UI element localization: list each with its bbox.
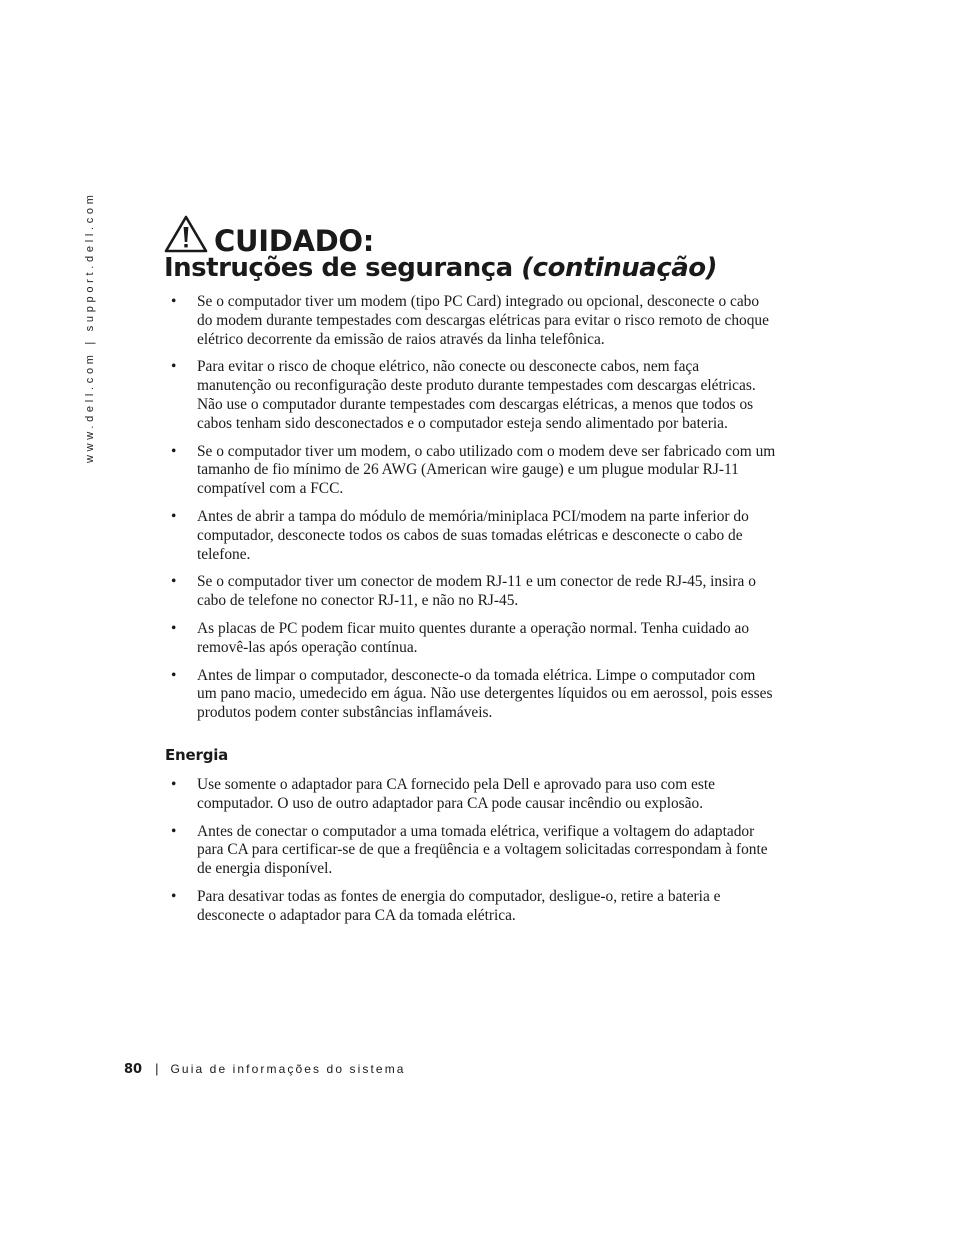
bullet: • bbox=[171, 442, 177, 460]
list-item-text: Para desativar todas as fontes de energia do computador, desligue-o, retire a bateria e desconecte o adaptador para CA da tomada elétrica. bbox=[197, 887, 721, 924]
warning-triangle-icon bbox=[164, 214, 208, 254]
page-header bbox=[164, 214, 717, 285]
list-item-text: Use somente o adaptador para CA fornecido pela Dell e aprovado para uso com este computador. O uso de outro adaptador para CA pode causar incêndio ou explosão. bbox=[197, 775, 715, 812]
bullet: • bbox=[171, 573, 177, 591]
page-footer bbox=[124, 1061, 406, 1077]
list-item bbox=[171, 573, 776, 611]
page-title-main: Instruções de segurança bbox=[164, 253, 513, 283]
list-item-text: Se o computador tiver um conector de modem RJ-11 e um conector de rede RJ-45, insira o cabo de telefone no conector RJ-11, e não no RJ-45. bbox=[197, 573, 756, 610]
footer-separator: | bbox=[155, 1061, 159, 1076]
main-content bbox=[165, 293, 776, 935]
list-item bbox=[171, 776, 776, 814]
bullet: • bbox=[171, 619, 177, 637]
list-item bbox=[171, 888, 776, 926]
page-title-continuation: (continuação) bbox=[521, 253, 718, 283]
caution-row bbox=[164, 214, 717, 258]
list-item-text: Se o computador tiver um modem, o cabo utilizado com o modem deve ser fabricado com um tamanho de fio mínimo de 26 AWG (American wire gauge) e um plugue modular RJ-11 compatível com a FCC. bbox=[197, 442, 776, 498]
list-item-text: Antes de abrir a tampa do módulo de memória/miniplaca PCI/modem na parte inferior do computador, desconecte todos os cabos de suas tomadas elétricas e desconecte o cabo de telefone. bbox=[197, 507, 749, 563]
list-item bbox=[171, 508, 776, 564]
list-item bbox=[171, 823, 776, 879]
bullet: • bbox=[171, 507, 177, 525]
bullet: • bbox=[171, 822, 177, 840]
list-item-text: Antes de limpar o computador, desconecte-o da tomada elétrica. Limpe o computador com um pano macio, umedecido em água. Não use detergentes líquidos ou em aerossol, pois esses produtos podem conter substâncias inflamáveis. bbox=[197, 666, 773, 722]
side-url: www.dell.com | support.dell.com bbox=[84, 191, 96, 463]
energy-list bbox=[171, 776, 776, 926]
energy-heading: Energia bbox=[165, 745, 229, 764]
list-item-text: As placas de PC podem ficar muito quentes durante a operação normal. Tenha cuidado ao removê-las após operação contínua. bbox=[197, 619, 750, 656]
list-item bbox=[171, 293, 776, 349]
safety-list bbox=[171, 293, 776, 723]
bullet: • bbox=[171, 775, 177, 793]
page-title bbox=[164, 251, 717, 285]
list-item-text: Para evitar o risco de choque elétrico, não conecte ou desconecte cabos, nem faça manutenção ou reconfiguração deste produto durante tempestades com descargas elétricas. Não use o computador durante tempestades com descargas elétricas, a menos que todos os cabos tenham sido desconectados e o computador esteja sendo alimentado por bateria. bbox=[197, 358, 756, 432]
page-number: 80 bbox=[124, 1062, 143, 1077]
guide-title: Guia de informações do sistema bbox=[170, 1062, 406, 1076]
bullet: • bbox=[171, 358, 177, 376]
list-item bbox=[171, 443, 776, 499]
bullet: • bbox=[171, 293, 177, 310]
list-item bbox=[171, 358, 776, 433]
caution-label: CUIDADO: bbox=[214, 224, 375, 258]
list-item bbox=[171, 620, 776, 658]
list-item-text: Antes de conectar o computador a uma tomada elétrica, verifique a voltagem do adaptador para CA para certificar-se de que a freqüência e a voltagem solicitadas correspondam à fonte de energia disponível. bbox=[197, 822, 768, 878]
list-item bbox=[171, 667, 776, 723]
list-item-text: Se o computador tiver um modem (tipo PC Card) integrado ou opcional, desconecte o cabo do modem durante tempestades com descargas elétricas para evitar o risco remoto de choque elétrico decorrente da emissão de raios através da linha telefônica. bbox=[197, 293, 769, 348]
bullet: • bbox=[171, 666, 177, 684]
bullet: • bbox=[171, 887, 177, 905]
